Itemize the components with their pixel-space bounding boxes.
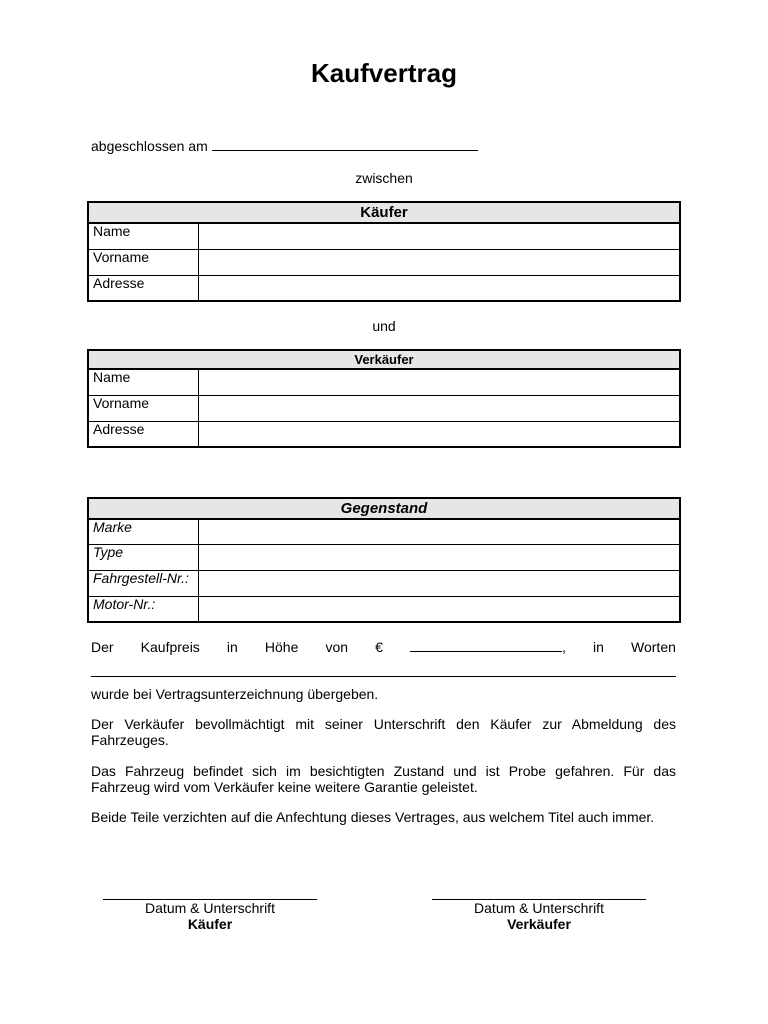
object-engine-field[interactable] — [198, 596, 680, 622]
seller-signature-caption: Datum & Unterschrift — [474, 900, 604, 916]
concluded-label: abgeschlossen am — [91, 138, 208, 154]
object-brand-field[interactable] — [198, 519, 680, 544]
price-comma: , — [562, 639, 566, 655]
seller-name-label: Name — [88, 369, 198, 395]
price-amount-blank[interactable] — [410, 651, 562, 652]
buyer-table-header: Käufer — [88, 202, 680, 223]
seller-firstname-field[interactable] — [198, 395, 680, 421]
seller-signature-block — [432, 899, 646, 932]
price-word: von — [325, 639, 349, 655]
euro-sign: € — [375, 639, 383, 655]
object-type-label: Type — [88, 544, 198, 570]
paragraph-handover: wurde bei Vertragsunterzeichnung übergeben. — [91, 686, 379, 702]
seller-name-field[interactable] — [198, 369, 680, 395]
price-word: Der — [91, 639, 114, 655]
price-word: Höhe — [264, 639, 299, 655]
buyer-signature-block — [103, 899, 317, 932]
seller-signature-role: Verkäufer — [507, 916, 571, 932]
buyer-signature-caption: Datum & Unterschrift — [145, 900, 275, 916]
seller-address-field[interactable] — [198, 421, 680, 447]
price-word: Kaufpreis — [140, 639, 200, 655]
object-chassis-field[interactable] — [198, 570, 680, 596]
paragraph-authorization: Der Verkäufer bevollmächtigt mit seiner Unterschrift den Käufer zur Abmeldung des Fahrzeuges. — [91, 716, 676, 748]
object-engine-label: Motor-Nr.: — [88, 596, 198, 622]
buyer-firstname-label: Vorname — [88, 249, 198, 275]
date-blank-field[interactable] — [212, 150, 478, 151]
paragraph-waiver: Beide Teile verzichten auf die Anfechtung dieses Vertrages, aus welchem Titel auch immer. — [91, 809, 655, 825]
price-word: in — [593, 639, 604, 655]
price-in-words-blank[interactable] — [91, 676, 676, 677]
object-table — [87, 497, 681, 623]
seller-firstname-label: Vorname — [88, 395, 198, 421]
and-label: und — [372, 318, 396, 334]
seller-table-header: Verkäufer — [88, 350, 680, 369]
buyer-table — [87, 201, 681, 302]
buyer-address-label: Adresse — [88, 275, 198, 301]
object-table-header: Gegenstand — [88, 498, 680, 519]
between-label: zwischen — [355, 170, 413, 186]
seller-table — [87, 349, 681, 448]
document-title: Kaufvertrag — [311, 58, 457, 88]
buyer-signature-role: Käufer — [187, 916, 233, 932]
price-amount-group — [410, 639, 566, 655]
buyer-address-field[interactable] — [198, 275, 680, 301]
price-word: Worten — [631, 639, 676, 655]
paragraph-condition: Das Fahrzeug befindet sich im besichtigten Zustand und ist Probe gefahren. Für das Fahrzeug wird vom Verkäufer keine weitere Garantie geleistet. — [91, 763, 676, 795]
object-chassis-label: Fahrgestell-Nr.: — [88, 570, 198, 596]
object-type-field[interactable] — [198, 544, 680, 570]
concluded-line — [91, 138, 478, 154]
price-sentence — [91, 639, 676, 655]
object-brand-label: Marke — [88, 519, 198, 544]
price-word: in — [226, 639, 238, 655]
buyer-name-label: Name — [88, 223, 198, 249]
buyer-firstname-field[interactable] — [198, 249, 680, 275]
seller-address-label: Adresse — [88, 421, 198, 447]
buyer-name-field[interactable] — [198, 223, 680, 249]
